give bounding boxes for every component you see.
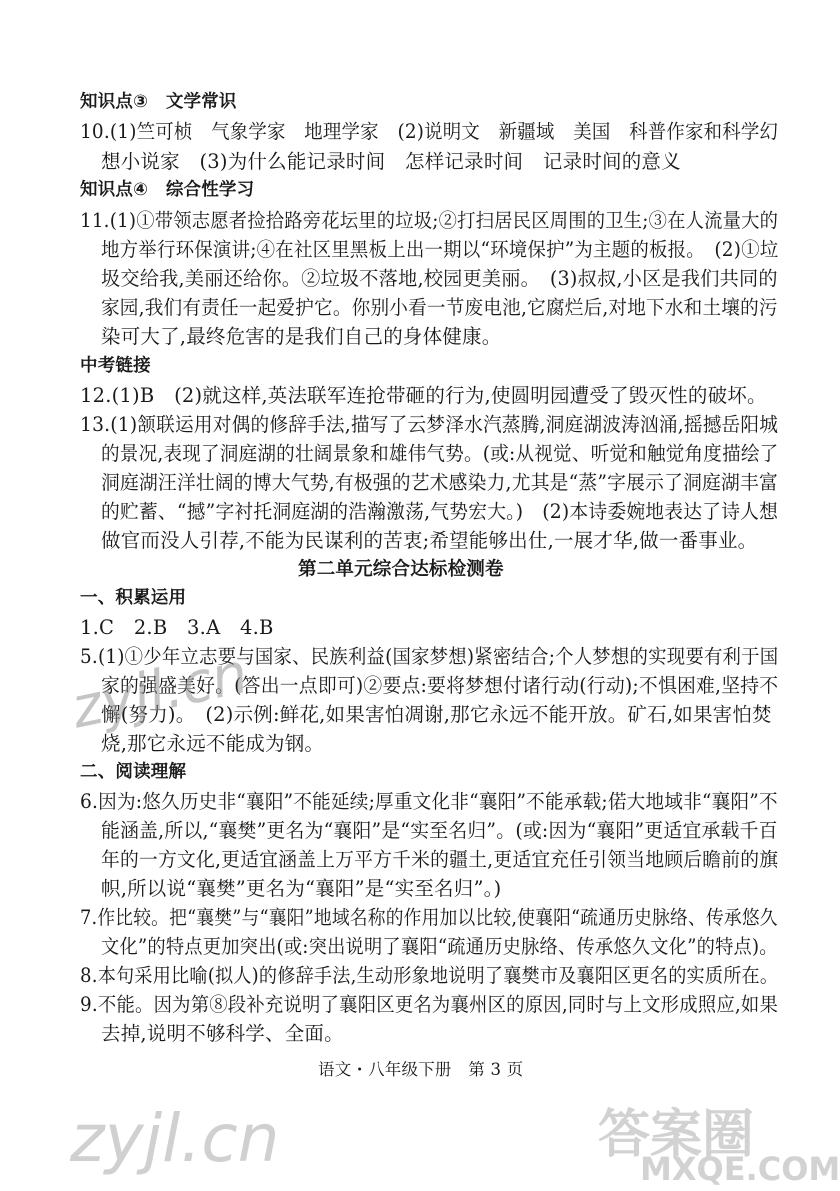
answer-line: 烧,那它永远不能成为钢。	[101, 732, 325, 755]
answer-line: 家园,我们有责任一起爱护它。你别小看一节废电池,它腐烂后,对地下水和土壤的污	[101, 296, 778, 319]
answer-line: 9.不能。因为第⑧段补充说明了襄阳区更名为襄州区的原因,同时与上文形成照应,如果	[80, 993, 779, 1016]
answer-line: 家的强盛美好。(答出一点即可)②要点:要将梦想付诸行动(行动);不惧困难,坚持不	[101, 674, 779, 697]
answer-line: 年的一方文化,更适宜涵盖上万平方千米的疆土,更适宜充任引领当地顾后瞻前的旗	[101, 848, 779, 871]
answer-line: 帜,所以说“襄樊”更名为“襄阳”是“实至名归”。)	[101, 877, 502, 900]
answer-line: 做官而没人引荐,不能为民谋利的苦衷;希望能够出仕,一展才华,做一番事业。	[101, 529, 758, 552]
answer-line: 1.C 2.B 3.A 4.B	[80, 616, 274, 639]
answer-line: 的贮蓄、“撼”字衬托洞庭湖的浩瀚激荡,气势宏大。) (2)本诗委婉地表达了诗人想	[101, 500, 779, 523]
answer-line: 的景况,表现了洞庭湖的壮阔景象和雄伟气势。(或:从视觉、听觉和触觉角度描绘了	[101, 442, 779, 465]
answer-line: 懈(努力)。 (2)示例:鲜花,如果害怕凋谢,那它永远不能开放。矿石,如果害怕焚	[101, 703, 772, 726]
answer-line: 12.(1)B (2)就这样,英法联军连抢带砸的行为,使圆明园遭受了毁灭性的破坏。	[80, 384, 767, 407]
watermark-mid: zyjl.cn	[66, 641, 254, 742]
watermark-bottom-left: zyjl.cn	[70, 1100, 280, 1177]
answer-line: 8.本句采用比喻(拟人)的修辞手法,生动形象地说明了襄樊市及襄阳区更名的实质所在。	[80, 964, 779, 987]
answer-line: 7.作比较。把“襄樊”与“襄阳”地域名称的作用加以比较,使襄阳“疏通历史脉络、传承悠久	[80, 906, 778, 929]
answer-line: 5.(1)①少年立志要与国家、民族利益(国家梦想)紧密结合;个人梦想的实现要有利于国	[80, 645, 779, 668]
heading-literary-knowledge: 知识点③ 文学常识	[80, 92, 237, 112]
watermark-bottom-right: 答案圈	[598, 1105, 755, 1165]
answer-line: 洞庭湖汪洋壮阔的博大气势,有极强的艺术感染力,尤其是“蒸”字展示了洞庭湖丰富	[101, 471, 778, 494]
heading-exam-link: 中考链接	[80, 356, 151, 376]
answer-line: 文化”的特点更加突出(或:突出说明了襄阳“疏通历史脉络、传承悠久文化”的特点)。	[101, 935, 778, 958]
heading-part-one: 一、积累运用	[80, 588, 187, 608]
answer-line: 10.(1)竺可桢 气象学家 地理学家 (2)说明文 新疆域 美国 科普作家和科学幻	[80, 120, 779, 143]
watermark-bottom-right-url: MXQE.COM	[640, 1150, 840, 1188]
answer-line: 想小说家 (3)为什么能记录时间 怎样记录时间 记录时间的意义	[101, 150, 681, 173]
page-footer: 语文・八年级下册 第 3 页	[318, 1060, 524, 1079]
answer-line: 能涵盖,所以,“襄樊”更名为“襄阳”是“实至名归”。(或:因为“襄阳”更适宜承载千百	[101, 819, 778, 842]
answer-line: 地方举行环保演讲;④在社区里黑板上出一期以“环境保护”为主题的板报。 (2)①垃	[101, 238, 779, 261]
answer-line: 6.因为:悠久历史非“襄阳”不能延续;厚重文化非“襄阳”不能承载;偌大地域非“襄阳”不	[80, 790, 778, 813]
answer-line: 去掉,说明不够科学、全面。	[101, 1022, 344, 1045]
answer-line: 13.(1)颔联运用对偶的修辞手法,描写了云梦泽水汽蒸腾,洞庭湖波涛汹涌,摇撼岳阳城	[80, 413, 779, 436]
answer-line: 染可大了,最终危害的是我们自己的身体健康。	[101, 325, 502, 348]
heading-part-two: 二、阅读理解	[80, 762, 187, 782]
answer-line: 圾交给我,美丽还给你。②垃圾不落地,校园更美丽。 (3)叔叔,小区是我们共同的	[101, 267, 778, 290]
heading-comprehensive-study: 知识点④ 综合性学习	[80, 180, 255, 200]
section-title: 第二单元综合达标检测卷	[298, 559, 504, 580]
answer-line: 11.(1)①带领志愿者捡拾路旁花坛里的垃圾;②打扫居民区周围的卫生;③在人流量大的	[80, 209, 779, 232]
